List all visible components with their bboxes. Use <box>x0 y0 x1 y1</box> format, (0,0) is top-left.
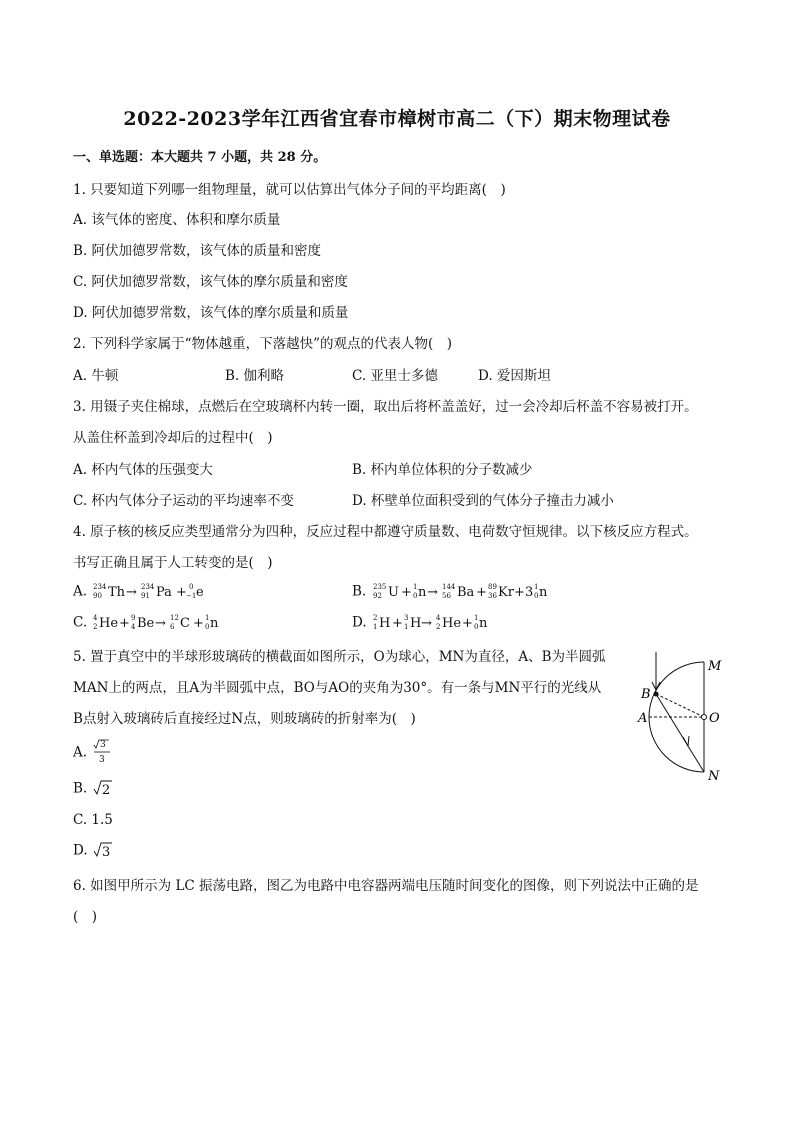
q4-stem-line1: 4. 原子核的核反应类型通常分为四种，反应过程中都遵守质量数、电荷数守恒规律。以下核反应方程式。 <box>73 524 698 540</box>
svg-text:6: 6 <box>170 623 175 631</box>
svg-text:Ba: Ba <box>456 585 474 600</box>
svg-text:9: 9 <box>131 614 136 622</box>
svg-text:1: 1 <box>205 614 210 622</box>
svg-text:234: 234 <box>93 583 107 591</box>
q4-option-b: B. 235 92 U + 1 0 n → 144 56 Ba + 89 36 Kr + 3 1 0 n <box>352 582 581 602</box>
svg-text:234: 234 <box>141 583 155 591</box>
q5-option-b: B. 2 <box>73 779 114 799</box>
q5-option-d-sqrt <box>92 841 114 861</box>
svg-text:+: + <box>391 616 403 631</box>
q5-stem-line3: B点射入玻璃砖后直接经过N点，则玻璃砖的折射率为( ) <box>73 711 416 727</box>
svg-text:H: H <box>409 616 422 631</box>
svg-text:0: 0 <box>533 592 538 600</box>
svg-text:1: 1 <box>412 583 417 591</box>
q5-option-b-sqrt <box>92 779 114 799</box>
q3-option-b: B. 杯内单位体积的分子数减少 <box>352 462 533 478</box>
svg-text:n: n <box>538 585 547 600</box>
q6-stem-line2: ( ) <box>73 909 98 925</box>
svg-text:n: n <box>417 585 426 600</box>
svg-text:2: 2 <box>93 623 98 631</box>
q2-stem: 2. 下列科学家属于“物体越重，下落越快”的观点的代表人物( ) <box>73 336 453 352</box>
svg-text:0: 0 <box>473 623 479 631</box>
q3-option-d: D. 杯壁单位面积受到的气体分子撞击力减小 <box>352 493 614 509</box>
q5-option-d: D. 3 <box>73 841 114 861</box>
svg-text:144: 144 <box>441 583 455 591</box>
q4-equation-c <box>91 613 291 633</box>
svg-text:3: 3 <box>99 755 106 765</box>
svg-text:89: 89 <box>487 583 497 591</box>
svg-text:4: 4 <box>131 623 136 631</box>
q2-option-d: D. 爱因斯坦 <box>478 368 551 384</box>
svg-text:+: + <box>400 585 412 600</box>
label-a: A <box>638 711 648 726</box>
svg-text:Kr: Kr <box>497 585 514 600</box>
svg-text:90: 90 <box>93 592 103 600</box>
q6-stem-line1: 6. 如图甲所示为 LC 振荡电路，图乙为电路中电容器两端电压随时间变化的图像，则下列说法中正确的是 <box>73 878 699 894</box>
svg-text:2: 2 <box>101 783 110 798</box>
svg-text:0: 0 <box>189 583 194 591</box>
label-m: M <box>708 659 722 674</box>
point-o-dot <box>702 715 707 720</box>
section-heading: 一、单选题：本大题共 7 小题，共 28 分。 <box>73 150 327 165</box>
svg-text:Pa: Pa <box>156 585 173 600</box>
q1-stem: 1. 只要知道下列哪一组物理量，就可以估算出气体分子间的平均距离( ) <box>73 182 506 198</box>
svg-text:+: + <box>513 585 525 600</box>
svg-text:H: H <box>378 616 391 631</box>
q3-option-a: A. 杯内气体的压强变大 <box>73 462 213 478</box>
page-title: 2022-2023学年江西省宜春市樟树市高二（下）期末物理试卷 <box>123 108 671 130</box>
svg-text:56: 56 <box>441 592 451 600</box>
svg-text:0: 0 <box>412 592 417 600</box>
q5-option-a-fraction <box>91 738 121 768</box>
svg-text:235: 235 <box>372 583 386 591</box>
svg-text:4: 4 <box>93 614 98 622</box>
q4-option-d: D. 2 1 H + 3 1 H → 4 2 He + 1 0 n <box>352 613 571 633</box>
svg-text:C: C <box>180 616 191 631</box>
q3-option-c: C. 杯内气体分子运动的平均速率不变 <box>73 493 294 509</box>
svg-text:→: → <box>426 585 438 600</box>
svg-text:12: 12 <box>170 614 180 622</box>
q1-option-a: A. 该气体的密度、体积和摩尔质量 <box>73 212 281 228</box>
q4-equation-a <box>91 582 291 602</box>
point-b-dot <box>654 692 659 697</box>
svg-text:→: → <box>126 585 138 600</box>
svg-text:3: 3 <box>100 740 107 750</box>
hemisphere-figure <box>628 652 738 787</box>
svg-text:4: 4 <box>435 614 441 622</box>
svg-text:n: n <box>210 616 219 631</box>
svg-text:1: 1 <box>533 583 538 591</box>
svg-text:Be: Be <box>137 616 155 631</box>
svg-text:He: He <box>99 616 119 631</box>
q1-option-d: D. 阿伏加德罗常数，该气体的摩尔质量和质量 <box>73 305 349 321</box>
svg-text:e: e <box>196 585 205 600</box>
label-b: B <box>641 687 651 702</box>
q4-equation-b <box>371 582 581 602</box>
refracted-ray-arrow <box>683 736 689 746</box>
svg-text:He: He <box>441 616 461 631</box>
q4-option-a: A. 234 90 Th → 234 91 Pa + 0 −1 e <box>73 582 291 602</box>
q1-option-c: C. 阿伏加德罗常数，该气体的摩尔质量和密度 <box>73 274 348 290</box>
svg-text:→: → <box>155 616 167 631</box>
svg-text:+: + <box>475 585 487 600</box>
svg-text:3: 3 <box>524 585 533 600</box>
svg-text:+: + <box>176 585 188 600</box>
svg-text:3: 3 <box>403 614 409 622</box>
label-n: N <box>708 769 720 784</box>
svg-text:36: 36 <box>487 592 497 600</box>
q4-equation-d <box>371 613 571 633</box>
svg-text:3: 3 <box>101 845 111 860</box>
q4-stem-line2: 书写正确且属于人工转变的是( ) <box>73 555 273 571</box>
svg-text:2: 2 <box>372 614 378 622</box>
svg-text:1: 1 <box>473 614 479 622</box>
q5-option-a: A. 3 3 <box>73 738 121 768</box>
q5-stem-line1: 5. 置于真空中的半球形玻璃砖的横截面如图所示，O为球心，MN为直径，A、B为半圆弧 <box>73 649 606 665</box>
q2-option-b: B. 伽利略 <box>225 368 285 384</box>
svg-text:92: 92 <box>372 592 382 600</box>
q3-stem-line1: 3. 用镊子夹住棉球，点燃后在空玻璃杯内转一圈，取出后将杯盖盖好，过一会冷却后杯盖不容易被打开。 <box>73 399 698 415</box>
q1-option-b: B. 阿伏加德罗常数，该气体的质量和密度 <box>73 243 322 259</box>
svg-text:91: 91 <box>141 592 151 600</box>
q2-option-a: A. 牛顿 <box>73 368 119 384</box>
q4-option-c: C. 4 2 He + 9 4 Be → 12 6 C + 1 0 n <box>73 613 291 633</box>
svg-text:2: 2 <box>435 623 441 631</box>
label-o: O <box>709 711 720 726</box>
q5-stem-line2: MAN上的两点，且A为半圆弧中点，BO与AO的夹角为30°。有一条与MN平行的光线从 <box>73 680 602 696</box>
svg-text:1: 1 <box>403 623 409 631</box>
svg-text:0: 0 <box>205 623 210 631</box>
svg-text:−1: −1 <box>186 592 197 600</box>
svg-text:U: U <box>387 585 399 600</box>
svg-text:+: + <box>193 616 205 631</box>
svg-text:n: n <box>478 616 488 631</box>
svg-text:+: + <box>461 616 473 631</box>
q2-option-c: C. 亚里士多德 <box>352 368 438 384</box>
q5-option-c: C. 1.5 <box>73 812 113 828</box>
svg-text:→: → <box>420 616 432 631</box>
q3-stem-line2: 从盖住杯盖到冷却后的过程中( ) <box>73 430 273 446</box>
svg-text:1: 1 <box>372 623 378 631</box>
svg-text:+: + <box>119 616 131 631</box>
svg-text:Th: Th <box>108 585 126 600</box>
